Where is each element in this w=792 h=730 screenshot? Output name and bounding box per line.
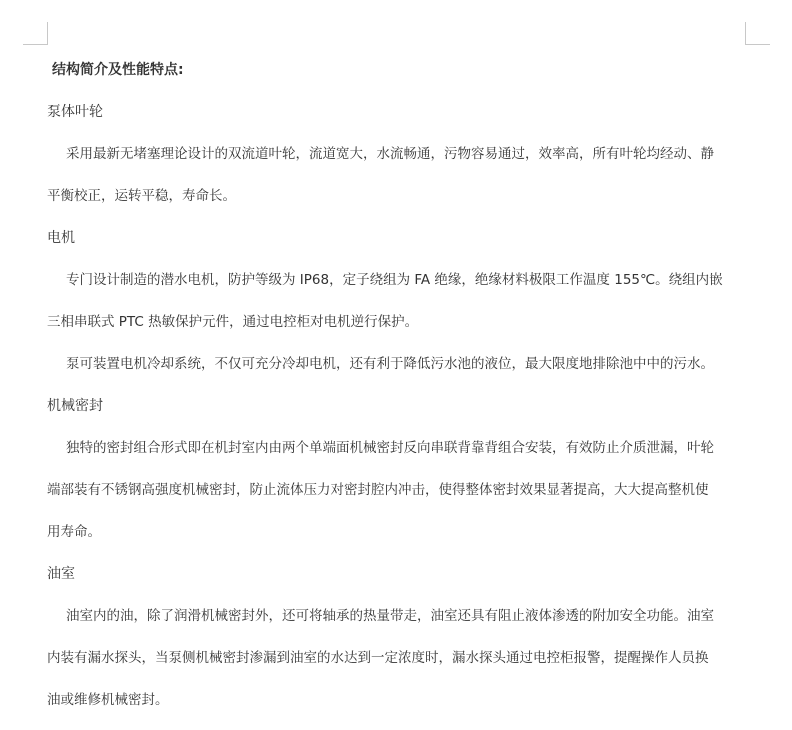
paragraph-line: 油或维修机械密封。 (47, 692, 169, 708)
paragraph-line: 油室内的油，除了润滑机械密封外，还可将轴承的热量带走，油室还具有阻止液体渗透的附加安全功能。油室 (66, 608, 714, 624)
crop-mark-top-left (23, 22, 48, 45)
paragraph-oil-chamber (47, 604, 747, 712)
section-title-motor: 电机 (47, 230, 75, 246)
paragraph-motor (47, 268, 747, 334)
paragraph-line: 内装有漏水探头，当泵侧机械密封渗漏到油室的水达到一定浓度时，漏水探头通过电控柜报警，提醒操作人员换 (47, 650, 709, 666)
section-title-impeller: 泵体叶轮 (47, 104, 103, 120)
paragraph-line: 三相串联式 PTC 热敏保护元件，通过电控柜对电机逆行保护。 (47, 314, 419, 330)
section-title-mechanical-seal: 机械密封 (47, 398, 103, 414)
paragraph-line: 专门设计制造的潜水电机，防护等级为 IP68，定子绕组为 FA 绝缘，绝缘材料极限工作温度 155℃。绕组内嵌 (66, 272, 723, 288)
paragraph-mechanical-seal (47, 436, 747, 544)
crop-mark-top-right (745, 22, 770, 45)
document-heading: 结构简介及性能特点: (52, 62, 184, 78)
paragraph-line: 端部装有不锈钢高强度机械密封，防止流体压力对密封腔内冲击，使得整体密封效果显著提高，大大提高整机使 (47, 482, 709, 498)
section-title-oil-chamber: 油室 (47, 566, 75, 582)
paragraph-line: 采用最新无堵塞理论设计的双流道叶轮，流道宽大，水流畅通，污物容易通过，效率高，所有叶轮均经动、静 (66, 146, 714, 162)
paragraph-line: 泵可装置电机冷却系统，不仅可充分冷却电机，还有利于降低污水池的液位，最大限度地排除池中中的污水。 (66, 356, 714, 372)
paragraph-line: 用寿命。 (47, 524, 101, 540)
paragraph-impeller (47, 142, 747, 208)
document-body[interactable] (47, 58, 747, 730)
paragraph-line: 独特的密封组合形式即在机封室内由两个单端面机械密封反向串联背靠背组合安装，有效防止介质泄漏，叶轮 (66, 440, 714, 456)
paragraph-line: 平衡校正，运转平稳，寿命长。 (47, 188, 236, 204)
paragraph-motor-cooling (47, 352, 747, 376)
